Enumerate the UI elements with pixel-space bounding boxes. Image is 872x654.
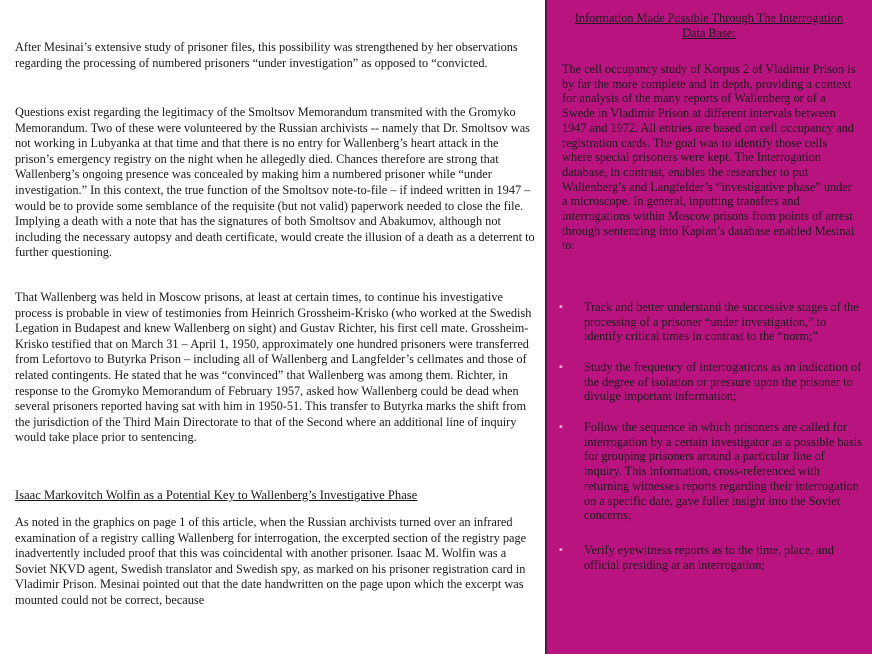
paragraph-moscow-prisons: That Wallenberg was held in Moscow prisons, at least at certain times, to continue his investigative process is probable in view of testimonies from Heinrich Grossheim-Krisko (who worked at the Swedish Legation in Budapest and knew Wallenberg on sight) and Gustav Richter, his first cell mate. Grossheim-Krisko testified that on March 31 – April 1, 1950, approximately one hundred prisoners were transferred from Lefortovo to Butyrka Prison – including all of Wallenberg and Langfelder’s cellmates and those of related contingents. He stated that he was “convinced” that Wallenberg was among them. Richter, in response to the Gromyko Memorandum of February 1957, asked how Wallenberg could be dead when several prisoners reported having sat with him in 1950-51. This transfer to Butyrka marks the shift from the jurisdiction of the Third Main Directorate to that of the Second where an additional line of inquiry would take place prior to sentencing. — [15, 290, 532, 445]
sidebar-bullet-item — [559, 360, 865, 404]
bullet-marker: ▪ — [559, 544, 563, 556]
sidebar-bullet-text: Follow the sequence in which prisoners are called for interrogation by a certain investigator as a possible basis for grouping prisoners around a particular line of inquiry. This information, cross-referenced with returning witnesses reports regarding their interrogation on a specific date, gave fuller insight into the Soviet concerns; — [584, 420, 862, 523]
sidebar-title: Information Made Possible Through The Interrogation Data Base: — [574, 11, 844, 40]
bullet-marker: ▪ — [559, 421, 563, 433]
sidebar-bullet-text: Study the frequency of interrogations as an indication of the degree of isolation or pressure upon the prisoner to divulge important information; — [584, 360, 862, 404]
sidebar-bullet-item — [559, 543, 865, 572]
sidebar-bullet-text: Track and better understand the successive stages of the processing of a prisoner “under investigation,” to identify critical times in contrast to the “norm;” — [584, 300, 859, 344]
sidebar-panel — [547, 0, 872, 654]
bullet-marker: ▪ — [559, 301, 563, 313]
paragraph-wolfin: As noted in the graphics on page 1 of this article, when the Russian archivists turned over an infrared examination of a registry calling Wallenberg for interrogation, the excerpted section of the registry page inadvertently included proof that this was coincidental with another prisoner. Isaac M. Wolfin was a Soviet NKVD agent, Swedish translator and Swedish spy, as marked on his prisoner registration card in Vladimir Prison. Mesinai pointed out that the date handwritten on the page upon which the excerpt was mounted could not be correct, because — [15, 515, 527, 607]
bullet-marker: ▪ — [559, 361, 563, 373]
sidebar-bullet-item — [559, 300, 865, 344]
section-heading-wolfin: Isaac Markovitch Wolfin as a Potential Key to Wallenberg’s Investigative Phase — [15, 488, 418, 502]
sidebar-bullet-text: Verify eyewitness reports as to the time, place, and official presiding at an interrogation; — [584, 543, 834, 572]
sidebar-bullet-item — [559, 420, 865, 523]
sidebar-intro: The cell occupancy study of Korpus 2 of Vladimir Prison is by far the more complete and in depth, providing a context for analysis of the many reports of Wallenberg or of a Swede in Vladimir Prison at different intervals between 1947 and 1972. All entries are based on cell occupancy and registration cards. The goal was to identify those cells where special prisoners were kept. The Interrogation database, in contrast, enables the researcher to put Wallenberg’s and Langfelder’s “investigative phase” under a microscope. In general, inputting transfers and interrogations within Moscow prisons from points of arrest through sentencing into Kaplan’s database enabled Mesinai to: — [562, 62, 856, 253]
paragraph-intro: After Mesinai’s extensive study of prisoner files, this possibility was strengthened by her observations regarding the processing of numbered prisoners “under investigation” as opposed to “convicted. — [15, 40, 518, 70]
paragraph-smoltsov-memorandum: Questions exist regarding the legitimacy of the Smoltsov Memorandum transmited with the Gromyko Memorandum. Two of these were volunteered by the Russian archivists -- namely that Dr. Smoltsov was not working in Lubyanka at that time and that there is no entry for Wallenberg’s heart attack in the prison’s emergency registry on the night when he allegedly died. Chances therefore are strong that Wallenberg’s ongoing presence was concealed by making him a numbered prisoner while “under investigation.” In this context, the true function of the Smoltsov note-to-file – if indeed written in 1947 – would be to provide some semblance of the requisite (but not valid) paperwork needed to close the file. Implying a death with a note that has the signatures of both Smoltsov and Abakumov, although not including the necessary autopsy and death certificate, would create the illusion of a death as a deterrent to further questioning. — [15, 105, 535, 260]
